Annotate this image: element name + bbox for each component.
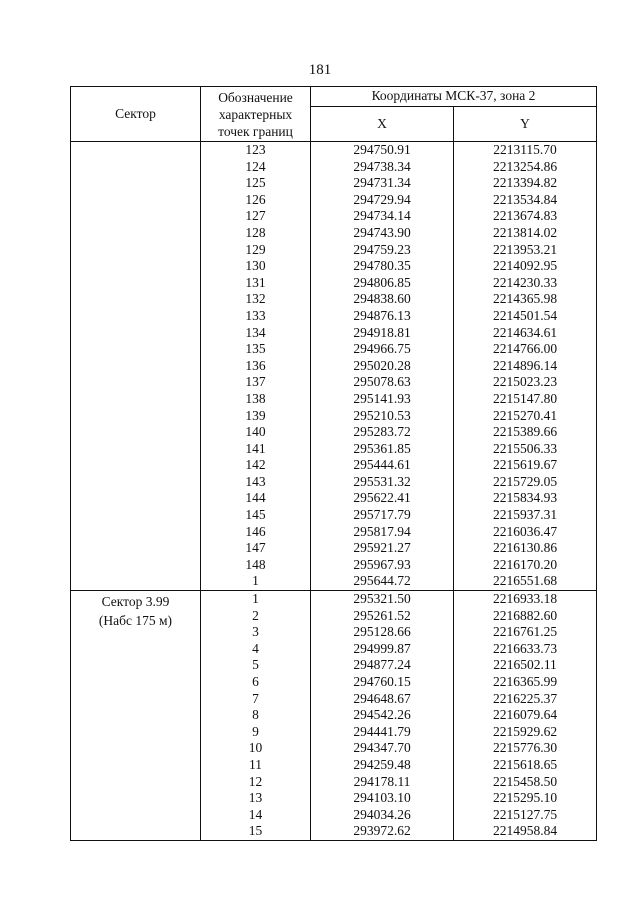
point-number-cell: 138 (201, 391, 311, 408)
table-row (71, 142, 597, 159)
coordinates-table (70, 86, 597, 841)
point-number-cell: 2 (201, 608, 311, 625)
x-cell: 295622.41 (311, 490, 454, 507)
y-cell: 2215127.75 (454, 807, 597, 824)
y-cell: 2216225.37 (454, 691, 597, 708)
x-cell: 295141.93 (311, 391, 454, 408)
sector-label: Сектор 3.99 (101, 594, 170, 610)
x-cell: 294999.87 (311, 641, 454, 658)
point-number-cell: 5 (201, 657, 311, 674)
x-cell: 294731.34 (311, 175, 454, 192)
y-cell: 2216502.11 (454, 657, 597, 674)
y-cell: 2216079.64 (454, 707, 597, 724)
y-cell: 2214634.61 (454, 325, 597, 342)
x-cell: 295321.50 (311, 591, 454, 608)
header-designation-line: точек границ (218, 124, 293, 139)
point-number-cell: 8 (201, 707, 311, 724)
y-cell: 2215506.33 (454, 441, 597, 458)
point-number-cell: 4 (201, 641, 311, 658)
header-designation-line: характерных (218, 107, 293, 122)
header-sector: Сектор (71, 87, 201, 142)
y-cell: 2216365.99 (454, 674, 597, 691)
y-cell: 2215929.62 (454, 724, 597, 741)
x-cell: 294729.94 (311, 192, 454, 209)
y-cell: 2215729.05 (454, 474, 597, 491)
x-cell: 295717.79 (311, 507, 454, 524)
y-cell: 2215023.23 (454, 374, 597, 391)
point-number-cell: 1 (201, 573, 311, 590)
x-cell: 294759.23 (311, 242, 454, 259)
x-cell: 294034.26 (311, 807, 454, 824)
y-cell: 2216170.20 (454, 557, 597, 574)
point-number-cell: 10 (201, 740, 311, 757)
y-cell: 2216633.73 (454, 641, 597, 658)
point-number-cell: 146 (201, 524, 311, 541)
point-number-cell: 143 (201, 474, 311, 491)
x-cell: 294750.91 (311, 142, 454, 159)
y-cell: 2216036.47 (454, 524, 597, 541)
x-cell: 295817.94 (311, 524, 454, 541)
x-cell: 294542.26 (311, 707, 454, 724)
point-number-cell: 142 (201, 457, 311, 474)
point-number-cell: 135 (201, 341, 311, 358)
point-number-cell: 127 (201, 208, 311, 225)
x-cell: 294838.60 (311, 291, 454, 308)
sector-group (71, 591, 597, 841)
x-cell: 295921.27 (311, 540, 454, 557)
x-cell: 295078.63 (311, 374, 454, 391)
point-number-cell: 12 (201, 774, 311, 791)
y-cell: 2215389.66 (454, 424, 597, 441)
x-cell: 294876.13 (311, 308, 454, 325)
x-cell: 295644.72 (311, 573, 454, 590)
y-cell: 2215295.10 (454, 790, 597, 807)
x-cell: 294743.90 (311, 225, 454, 242)
point-number-cell: 136 (201, 358, 311, 375)
x-cell: 294103.10 (311, 790, 454, 807)
point-number-cell: 141 (201, 441, 311, 458)
point-number-cell: 129 (201, 242, 311, 259)
x-cell: 294760.15 (311, 674, 454, 691)
y-cell: 2214501.54 (454, 308, 597, 325)
y-cell: 2214766.00 (454, 341, 597, 358)
x-cell: 294918.81 (311, 325, 454, 342)
y-cell: 2215147.80 (454, 391, 597, 408)
y-cell: 2214958.84 (454, 823, 597, 840)
y-cell: 2215937.31 (454, 507, 597, 524)
x-cell: 294347.70 (311, 740, 454, 757)
header-coordinates: Координаты МСК-37, зона 2 (311, 87, 597, 107)
point-number-cell: 132 (201, 291, 311, 308)
sector-cell (71, 142, 201, 591)
point-number-cell: 9 (201, 724, 311, 741)
x-cell: 294966.75 (311, 341, 454, 358)
y-cell: 2213254.86 (454, 159, 597, 176)
x-cell: 294806.85 (311, 275, 454, 292)
x-cell: 295361.85 (311, 441, 454, 458)
y-cell: 2214230.33 (454, 275, 597, 292)
x-cell: 295531.32 (311, 474, 454, 491)
point-number-cell: 139 (201, 408, 311, 425)
x-cell: 294877.24 (311, 657, 454, 674)
point-number-cell: 128 (201, 225, 311, 242)
x-cell: 295444.61 (311, 457, 454, 474)
header-designation (201, 87, 311, 142)
y-cell: 2215619.67 (454, 457, 597, 474)
point-number-cell: 15 (201, 823, 311, 840)
y-cell: 2216882.60 (454, 608, 597, 625)
sector-label: (Набс 175 м) (98, 613, 173, 629)
point-number-cell: 7 (201, 691, 311, 708)
point-number-cell: 134 (201, 325, 311, 342)
point-number-cell: 14 (201, 807, 311, 824)
y-cell: 2213814.02 (454, 225, 597, 242)
x-cell: 293972.62 (311, 823, 454, 840)
x-cell: 295283.72 (311, 424, 454, 441)
x-cell: 294259.48 (311, 757, 454, 774)
y-cell: 2215618.65 (454, 757, 597, 774)
point-number-cell: 148 (201, 557, 311, 574)
point-number-cell: 125 (201, 175, 311, 192)
y-cell: 2213394.82 (454, 175, 597, 192)
table-header (71, 87, 597, 142)
point-number-cell: 3 (201, 624, 311, 641)
sector-cell (71, 591, 201, 841)
y-cell: 2216933.18 (454, 591, 597, 608)
y-cell: 2213674.83 (454, 208, 597, 225)
y-cell: 2216551.68 (454, 573, 597, 590)
point-number-cell: 145 (201, 507, 311, 524)
point-number-cell: 137 (201, 374, 311, 391)
x-cell: 294780.35 (311, 258, 454, 275)
header-y: Y (454, 107, 597, 142)
header-designation-line: Обозначение (218, 90, 293, 105)
x-cell: 294441.79 (311, 724, 454, 741)
x-cell: 295128.66 (311, 624, 454, 641)
y-cell: 2215270.41 (454, 408, 597, 425)
y-cell: 2215776.30 (454, 740, 597, 757)
point-number-cell: 126 (201, 192, 311, 209)
y-cell: 2214092.95 (454, 258, 597, 275)
sector-group (71, 142, 597, 591)
point-number-cell: 123 (201, 142, 311, 159)
y-cell: 2214896.14 (454, 358, 597, 375)
point-number-cell: 147 (201, 540, 311, 557)
y-cell: 2213534.84 (454, 192, 597, 209)
x-cell: 295020.28 (311, 358, 454, 375)
x-cell: 294738.34 (311, 159, 454, 176)
y-cell: 2216130.86 (454, 540, 597, 557)
x-cell: 294734.14 (311, 208, 454, 225)
point-number-cell: 130 (201, 258, 311, 275)
point-number-cell: 1 (201, 591, 311, 608)
point-number-cell: 124 (201, 159, 311, 176)
header-x: X (311, 107, 454, 142)
y-cell: 2213115.70 (454, 142, 597, 159)
point-number-cell: 11 (201, 757, 311, 774)
x-cell: 295261.52 (311, 608, 454, 625)
y-cell: 2215458.50 (454, 774, 597, 791)
point-number-cell: 131 (201, 275, 311, 292)
y-cell: 2214365.98 (454, 291, 597, 308)
point-number-cell: 13 (201, 790, 311, 807)
y-cell: 2215834.93 (454, 490, 597, 507)
point-number-cell: 144 (201, 490, 311, 507)
page-number: 181 (308, 62, 332, 78)
table-row (71, 591, 597, 608)
y-cell: 2213953.21 (454, 242, 597, 259)
x-cell: 294648.67 (311, 691, 454, 708)
x-cell: 295210.53 (311, 408, 454, 425)
x-cell: 295967.93 (311, 557, 454, 574)
point-number-cell: 140 (201, 424, 311, 441)
y-cell: 2216761.25 (454, 624, 597, 641)
point-number-cell: 6 (201, 674, 311, 691)
x-cell: 294178.11 (311, 774, 454, 791)
point-number-cell: 133 (201, 308, 311, 325)
